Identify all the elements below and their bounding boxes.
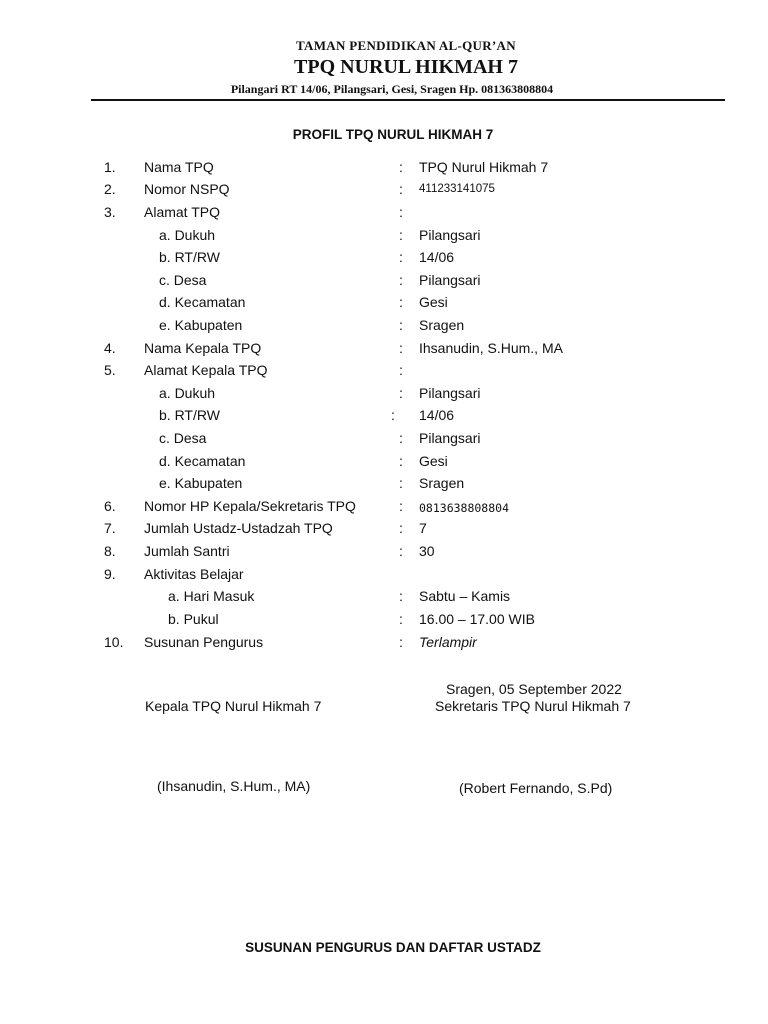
row-value: Gesi [419,453,448,469]
row-value: Pilangsari [419,272,481,288]
profile-row [0,227,768,249]
profile-row [0,249,768,271]
row-number: 1. [104,159,116,175]
row-value: Pilangsari [419,227,481,243]
row-colon: : [399,543,403,559]
row-label: Nomor NSPQ [144,181,230,197]
row-number: 9. [104,566,116,582]
row-label: a. Hari Masuk [168,588,255,604]
header-divider [91,99,725,101]
profile-row [0,453,768,475]
row-colon: : [399,227,403,243]
row-number: 7. [104,520,116,536]
profile-row [0,611,768,633]
row-colon: : [399,294,403,310]
row-label: b. RT/RW [159,407,220,423]
profile-row [0,362,768,384]
row-label: Alamat Kepala TPQ [144,362,268,378]
row-label: Aktivitas Belajar [144,566,244,582]
profile-row [0,385,768,407]
row-number: 4. [104,340,116,356]
profile-row [0,520,768,542]
row-colon: : [399,475,403,491]
profile-row [0,159,768,181]
row-label: a. Dukuh [159,227,216,243]
row-colon: : [399,362,403,378]
row-colon: : [391,407,395,423]
row-value: Sragen [419,475,465,491]
row-label: Nomor HP Kepala/Sekretaris TPQ [144,498,356,514]
row-label: Susunan Pengurus [144,634,264,650]
row-label: c. Desa [159,272,207,288]
profile-row [0,430,768,452]
row-label: a. Dukuh [159,385,216,401]
row-value: 30 [419,543,435,559]
left-signatory-role: Kepala TPQ Nurul Hikmah 7 [145,698,322,714]
row-colon: : [399,340,403,356]
row-value: 411233141075 [419,183,495,195]
row-value: Ihsanudin, S.Hum., MA [419,340,563,356]
profile-row [0,340,768,362]
row-number: 10. [104,634,124,650]
row-colon: : [399,385,403,401]
profile-row [0,634,768,656]
row-value: Pilangsari [419,385,481,401]
row-number: 5. [104,362,116,378]
profile-title: PROFIL TPQ NURUL HIKMAH 7 [292,127,494,142]
row-label: d. Kecamatan [159,294,246,310]
profile-row [0,272,768,294]
row-colon: : [399,317,403,333]
row-number: 6. [104,498,116,514]
row-number: 3. [104,204,116,220]
row-label: c. Desa [159,430,207,446]
row-value: 14/06 [419,407,455,423]
next-section-title: SUSUNAN PENGURUS DAN DAFTAR USTADZ [245,940,541,955]
signature-date: Sragen, 05 September 2022 [446,681,622,697]
row-colon: : [399,634,403,650]
row-value: 0813638808804 [419,501,510,515]
row-colon: : [399,249,403,265]
profile-row [0,475,768,497]
profile-row [0,588,768,610]
profile-row [0,204,768,226]
row-colon: : [399,611,403,627]
profile-row [0,407,768,429]
row-label: Alamat TPQ [144,204,220,220]
row-value: Pilangsari [419,430,481,446]
row-number: 8. [104,543,116,559]
row-label: e. Kabupaten [159,475,243,491]
profile-row [0,317,768,339]
row-value: Gesi [419,294,448,310]
row-colon: : [399,181,403,197]
row-value: TPQ Nurul Hikmah 7 [419,159,549,175]
row-colon: : [399,272,403,288]
row-number: 2. [104,181,116,197]
profile-row [0,543,768,565]
row-value: 14/06 [419,249,455,265]
row-value: Sragen [419,317,465,333]
row-label: Nama TPQ [144,159,214,175]
row-value: 7 [419,520,427,536]
row-label: Jumlah Ustadz-Ustadzah TPQ [144,520,333,536]
row-colon: : [399,520,403,536]
header-institution-name: TPQ NURUL HIKMAH 7 [294,56,518,78]
row-colon: : [399,498,403,514]
right-signatory-role: Sekretaris TPQ Nurul Hikmah 7 [435,698,631,714]
row-label: b. RT/RW [159,249,220,265]
row-colon: : [399,430,403,446]
row-colon: : [399,588,403,604]
row-value: Terlampir [419,634,477,650]
row-colon: : [399,453,403,469]
row-label: Jumlah Santri [144,543,230,559]
right-signatory-name: (Robert Fernando, S.Pd) [459,780,613,796]
row-colon: : [399,159,403,175]
left-signatory-name: (Ihsanudin, S.Hum., MA) [157,778,311,794]
header-address: Pilangari RT 14/06, Pilangsari, Gesi, Sragen Hp. 081363808804 [230,82,554,96]
profile-row [0,566,768,588]
row-label: b. Pukul [168,611,219,627]
row-colon: : [399,204,403,220]
row-label: d. Kecamatan [159,453,246,469]
profile-row [0,181,768,203]
row-label: Nama Kepala TPQ [144,340,262,356]
row-value: 16.00 – 17.00 WIB [419,611,535,627]
row-label: e. Kabupaten [159,317,243,333]
profile-row [0,294,768,316]
row-value: Sabtu – Kamis [419,588,511,604]
profile-row [0,498,768,520]
header-institution-type: TAMAN PENDIDIKAN AL-QUR’AN [296,38,516,53]
